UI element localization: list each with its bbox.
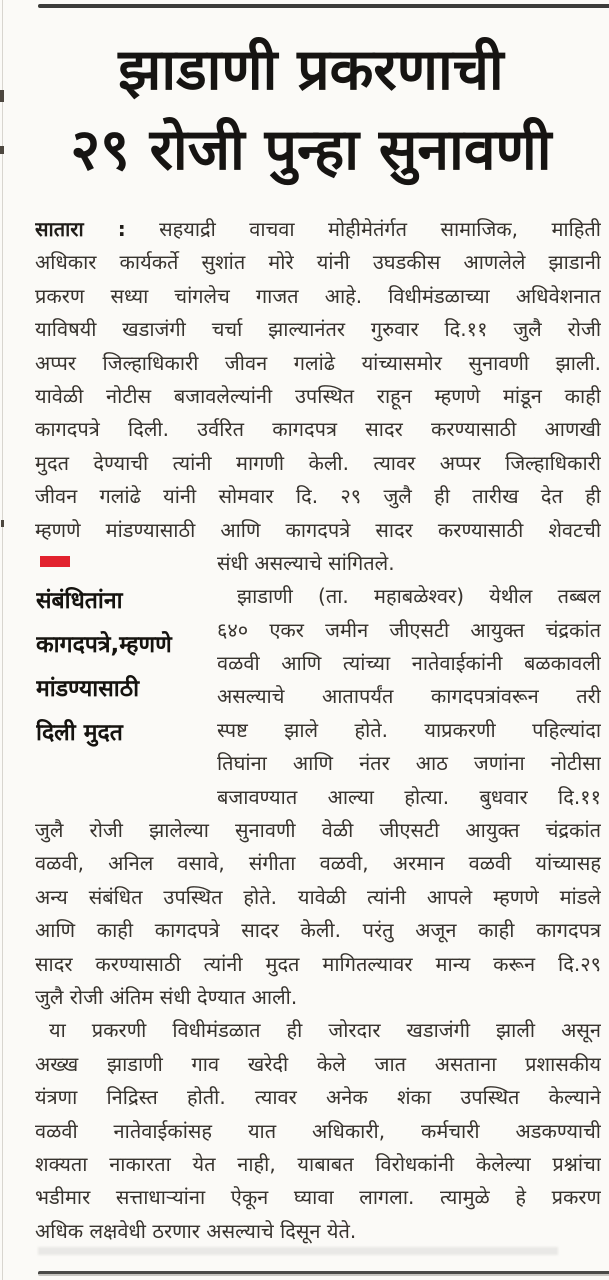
article-line: वळवी आणि त्यांच्या नातेवाईकांनी बळकावली — [217, 651, 601, 676]
article-line: जीवन गलांढे यांनी सोमवार दि. २९ जुलै ही तारीख देत ही — [35, 484, 601, 509]
article-line: जुलै रोजी झालेल्या सुनावणी वेळी जीएसटी आयुक्त चंद्रकांत — [35, 818, 601, 843]
article-line: सादर करण्यासाठी त्यांनी मुदत मागितल्यावर मान्य करून दि.२९ — [35, 951, 601, 976]
article-line: म्हणणे मांडण्यासाठी आणि कागदपत्रे सादर करण्यासाठी शेवटची — [35, 517, 601, 542]
article-line: अप्पर जिल्हाधिकारी जीवन गलांढे यांच्यासमोर सुनावणी झाली. — [35, 350, 601, 375]
article-line: आणि काही कागदपत्रे सादर केली. परंतु अजून काही कागदपत्र — [35, 918, 601, 943]
headline-line-2: २९ रोजी पुन्हा सुनावणी — [70, 117, 552, 183]
article-body — [35, 213, 601, 1248]
article-line: ६४० एकर जमीन जीएसटी आयुक्त चंद्रकांत — [217, 617, 601, 642]
article-line: या प्रकरणी विधीमंडळात ही जोरदार खडाजंगी झाली असून — [49, 1018, 601, 1043]
article-line: असल्याचे आतापर्यंत कागदपत्रांवरून तरी — [217, 684, 601, 709]
article-line: अधिकार कार्यकर्ते सुशांत मोरे यांनी उघडकीस आणलेले झाडानी — [35, 250, 601, 275]
article-line: मुदत देण्याची त्यांनी मागणी केली. त्यावर अप्पर जिल्हाधिकारी — [35, 450, 601, 475]
article-line: वळवी नातेवाईकांसह यात अधिकारी, कर्मचारी अडकण्याची — [35, 1118, 601, 1143]
ghost-text-remnant — [38, 1247, 558, 1255]
edge-ink-mark — [0, 146, 4, 154]
article-line: झाडाणी (ता. महाबळेश्वर) येथील तब्बल — [237, 584, 601, 609]
article-line: प्रकरण सध्या चांगलेच गाजत आहे. विधीमंडळाच्या अधिवेशनात — [35, 283, 601, 308]
deck-line: मांडण्यासाठी — [36, 676, 140, 702]
article-line: स्पष्ट झाले होते. याप्रकरणी पहिल्यांदा — [217, 717, 601, 742]
article-line: संधी असल्याचे सांगितले. — [217, 550, 395, 575]
headline-line-1: झाडाणी प्रकरणाची — [118, 37, 504, 103]
article-line: यंत्रणा निद्रिस्त होती. त्यावर अनेक शंका उपस्थित केल्याने — [35, 1085, 601, 1110]
article-line-text: सहयाद्री वाचवा मोहीमेतंर्गत सामाजिक, माहिती — [159, 217, 601, 241]
article-line: तिघांना आणि नंतर आठ जणांना नोटीसा — [217, 751, 601, 776]
article-line: भडीमार सत्ताधाऱ्यांना ऐकून घ्यावा लागला. त्यामुळे हे प्रकरण — [35, 1185, 601, 1210]
article-line: याविषयी खडाजंगी चर्चा झाल्यानंतर गुरुवार दि.११ जुलै रोजी — [35, 317, 601, 342]
edge-ink-mark — [1, 520, 4, 527]
article-line: कागदपत्रे दिली. उर्वरित कागदपत्र सादर करण्यासाठी आणखी — [35, 417, 601, 442]
dateline: सातारा : — [35, 217, 126, 241]
bottom-rule — [38, 1271, 609, 1276]
article-line: अख्ख झाडाणी गाव खरेदी केले जात असताना प्रशासकीय — [35, 1051, 601, 1076]
article-line: बजावण्यात आल्या होत्या. बुधवार दि.११ — [217, 784, 601, 809]
article-line — [35, 213, 601, 246]
top-rule — [38, 4, 609, 8]
article-headline — [28, 30, 594, 190]
article-line: यावेळी नोटीस बजावलेल्यांनी उपस्थित राहून म्हणणे मांडून काही — [35, 383, 601, 408]
deck-line: संबंधितांना — [36, 588, 123, 614]
article-line: अधिक लक्षवेधी ठरणार असल्याचे दिसून येते. — [35, 1218, 357, 1243]
article-line: शक्यता नाकारता येत नाही, याबाबत विरोधकांनी केलेल्या प्रश्नांचा — [35, 1151, 601, 1176]
deck-line: दिली मुदत — [36, 720, 123, 746]
deck-line: कागदपत्रे,म्हणणे — [36, 632, 172, 658]
article-line: जुलै रोजी अंतिम संधी देण्यात आली. — [35, 984, 298, 1009]
page-edge-rule — [2, 0, 3, 1280]
article-line: अन्य संबंधित उपस्थित होते. यावेळी त्यांनी आपले म्हणणे मांडले — [35, 884, 601, 909]
article-line: वळवी, अनिल वसावे, संगीता वळवी, अरमान वळवी यांच्यासह — [35, 851, 601, 876]
edge-ink-mark — [0, 90, 4, 102]
